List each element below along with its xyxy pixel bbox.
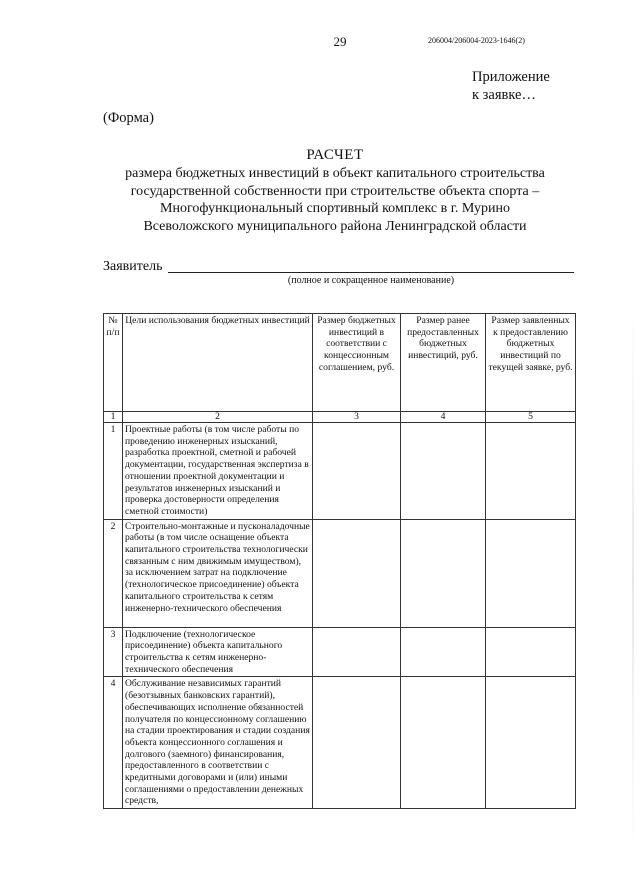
header-purpose: Цели использования бюджетных инвестиций — [123, 314, 313, 412]
page-number: 29 — [333, 34, 347, 49]
column-index: 4 — [401, 412, 486, 423]
subtitle-line: Многофункциональный спортивный комплекс в г. Мурино — [160, 201, 510, 216]
row-purpose: Проектные работы (в том числе работы по проведению инженерных изысканий, разработка проектной, сметной и рабочей документации, государственная экспертиза в отношении проектной документации и результатов инженерных изысканий и проверка достоверности определения сметной стоимости) — [123, 423, 313, 520]
column-index: 1 — [104, 412, 123, 423]
appendix-line-2: к заявке… — [472, 87, 536, 103]
table-row — [104, 519, 576, 627]
subtitle-line: размера бюджетных инвестиций в объект капитального строительства — [125, 166, 545, 181]
row-purpose: Строительно-монтажные и пусконаладочные работы (в том числе оснащение объекта капитального строительства технологически связанным с ним движимым имуществом), за исключением затрат на подключение (технологическое присоединение) объекта капитального строительства к сетям инженерно-технического обеспечения — [123, 519, 313, 627]
column-index-row — [104, 412, 576, 423]
row-previous-cell — [401, 677, 486, 809]
header-concession-amount: Размер бюджетных инвестиций в соответствии с концессионным соглашением, руб. — [313, 314, 401, 412]
row-concession-cell — [313, 423, 401, 520]
column-index: 3 — [313, 412, 401, 423]
row-purpose: Подключение (технологическое присоединение) объекта капитального строительства к сетям инженерно-технического обеспечения — [123, 627, 313, 677]
header-previous-amount: Размер ранее предоставленных бюджетных инвестиций, руб. — [401, 314, 486, 412]
column-index: 2 — [123, 412, 313, 423]
subtitle-line: Всеволожского муниципального района Ленинградской области — [143, 218, 527, 234]
row-concession-cell — [313, 677, 401, 809]
row-requested-cell — [486, 519, 576, 627]
row-number: 3 — [104, 627, 123, 677]
row-previous-cell — [401, 519, 486, 627]
header-requested-amount: Размер заявленных к предоставлению бюджетных инвестиций по текущей заявке, руб. — [486, 314, 576, 412]
appendix-line-1: Приложение — [472, 69, 550, 85]
document-subtitle — [90, 165, 580, 235]
applicant-hint: (полное и сокращенное наименование) — [287, 275, 455, 286]
row-number: 1 — [104, 423, 123, 520]
table-row — [104, 627, 576, 677]
row-requested-cell — [486, 627, 576, 677]
appendix-note — [472, 68, 550, 104]
applicant-label: Заявитель — [103, 259, 163, 274]
table-header-row — [104, 314, 576, 412]
header-number: № п/п — [104, 314, 123, 412]
scan-edge-shadow — [632, 300, 634, 860]
column-index: 5 — [486, 412, 576, 423]
table-row — [104, 423, 576, 520]
row-number: 2 — [104, 519, 123, 627]
document-title: РАСЧЕТ — [306, 147, 364, 163]
row-concession-cell — [313, 519, 401, 627]
row-number: 4 — [104, 677, 123, 809]
row-requested-cell — [486, 677, 576, 809]
investment-table — [103, 313, 576, 809]
table-row — [104, 677, 576, 809]
document-code: 206004/206004-2023-1646(2) — [428, 36, 525, 45]
row-previous-cell — [401, 627, 486, 677]
row-previous-cell — [401, 423, 486, 520]
row-requested-cell — [486, 423, 576, 520]
applicant-fill-line — [168, 272, 574, 273]
row-concession-cell — [313, 627, 401, 677]
form-label: (Форма) — [103, 110, 154, 126]
subtitle-line: государственной собственности при строительстве объекта спорта – — [130, 183, 540, 199]
row-purpose: Обслуживание независимых гарантий (безотзывных банковских гарантий), обеспечивающих исполнение обязанностей получателя по концессионному соглашению на стадии проектирования и стадии создания объекта концессионного соглашения и долгового (заемного) финансирования, предоставленного в соответствии с кредитными договорами и (или) иными соглашениями о предоставлении денежных средств, — [123, 677, 313, 809]
